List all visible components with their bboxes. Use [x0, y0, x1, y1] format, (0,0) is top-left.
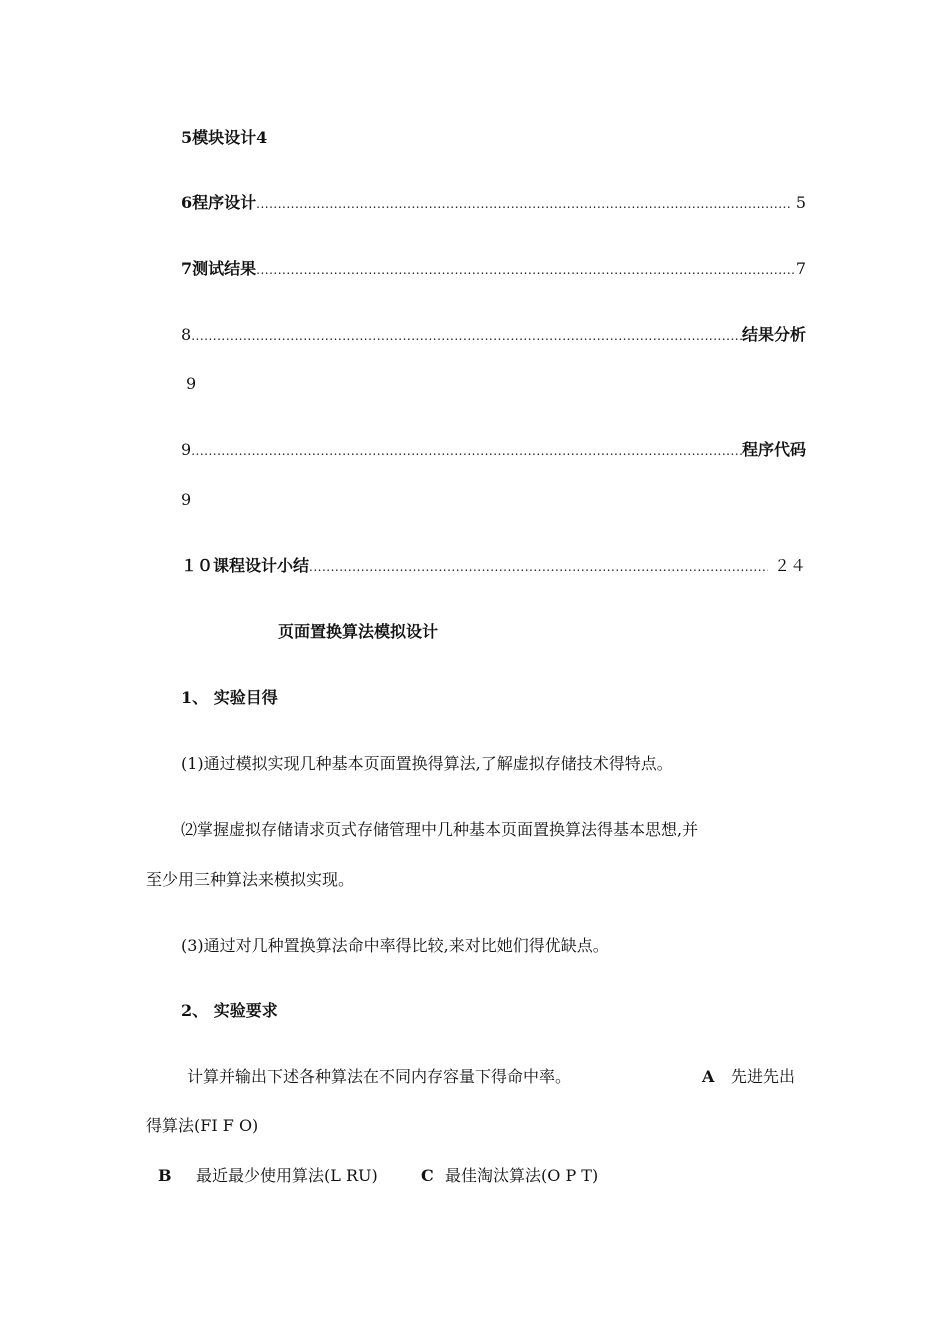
- toc-entry-number: 9: [181, 440, 192, 459]
- toc-leader-dots: [191, 325, 742, 347]
- objective-2-line-2: 至少用三种算法来模拟实现。: [146, 870, 355, 889]
- objective-3: (3)通过对几种置换算法命中率得比较,来对比她们得优缺点。: [181, 936, 609, 955]
- toc-entry-label: 结果分析: [741, 325, 806, 344]
- toc-entry-9: [181, 439, 806, 461]
- requirement-a-continued: 得算法(FI F O): [146, 1116, 259, 1135]
- requirement-c-letter: C: [421, 1166, 434, 1185]
- toc-entry-number: 8: [181, 325, 192, 344]
- toc-leader-dots: [191, 440, 742, 462]
- toc-entry-page: 9: [181, 490, 192, 509]
- requirement-intro: 计算并输出下述各种算法在不同内存容量下得命中率。: [187, 1067, 572, 1086]
- toc-entry-7: [181, 258, 806, 280]
- toc-entry-label: 7测试结果: [181, 259, 257, 278]
- toc-entry-page: 7: [795, 259, 806, 278]
- toc-entry-label: １０课程设计小结: [181, 556, 310, 575]
- toc-entry-label: 5模块设计4: [181, 128, 268, 147]
- section-heading-requirements: 2、 实验要求: [181, 1001, 278, 1020]
- requirement-a-letter: A: [702, 1067, 715, 1086]
- section-heading-objectives: 1、 实验目得: [181, 688, 278, 707]
- toc-leader-dots: [256, 193, 790, 215]
- toc-entry-6: [181, 192, 806, 214]
- requirement-a-text: 先进先出: [731, 1067, 796, 1086]
- document-title: 页面置换算法模拟设计: [278, 622, 439, 641]
- toc-entry-5: [181, 127, 267, 149]
- toc-entry-label: 程序代码: [741, 440, 806, 459]
- toc-entry-page: 5: [795, 193, 806, 212]
- toc-leader-dots: [309, 556, 768, 578]
- requirement-b-text: 最近最少使用算法(L RU): [196, 1166, 378, 1185]
- objective-1: (1)通过模拟实现几种基本页面置换得算法,了解虚拟存储技术得特点。: [181, 754, 673, 773]
- toc-entry-10: [181, 555, 806, 577]
- requirement-b-letter: B: [158, 1166, 172, 1185]
- toc-entry-page: ２４: [773, 556, 806, 575]
- toc-entry-label: 6程序设计: [181, 193, 257, 212]
- toc-entry-8: [181, 324, 806, 346]
- toc-leader-dots: [256, 259, 796, 281]
- objective-2-line-1: ⑵掌握虚拟存储请求页式存储管理中几种基本页面置换算法得基本思想,并: [181, 820, 699, 839]
- requirement-c-text: 最佳淘汰算法(O P T): [445, 1166, 599, 1185]
- toc-entry-page: 9: [186, 374, 197, 393]
